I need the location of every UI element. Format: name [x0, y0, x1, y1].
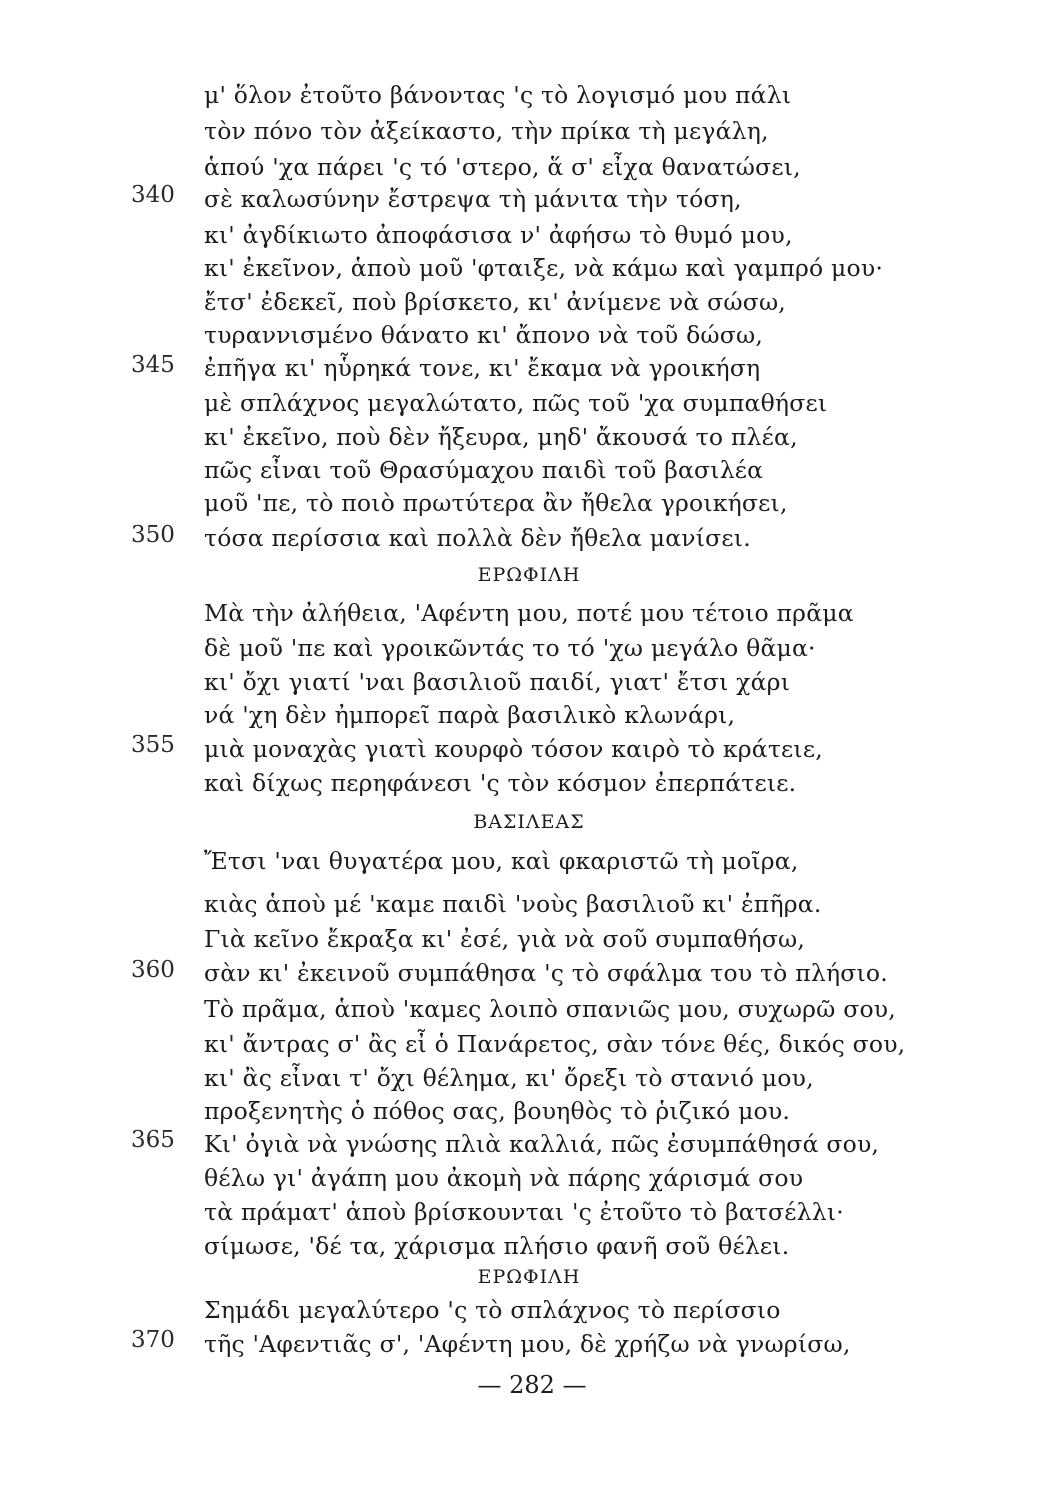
verse-line: κι' ὄχι γιατί 'ναι βασιλιοῦ παιδί, γιατ' ἔτσι χάρι: [204, 668, 791, 696]
verse-line: μιὰ μοναχὰς γιατὶ κουρφὸ τόσον καιρὸ τὸ κράτειε,: [204, 735, 823, 763]
line-number: 360: [131, 957, 175, 983]
verse-line: τὸν πόνο τὸν ἀξείκαστο, τὴν πρίκα τὴ μεγάλη,: [204, 117, 769, 145]
line-number: 345: [131, 352, 175, 378]
verse-line: δὲ μοῦ 'πε καὶ γροικῶντάς το τό 'χω μεγάλο θᾶμα·: [204, 634, 816, 662]
verse-line: θέλω γι' ἀγάπη μου ἀκομὴ νὰ πάρης χάρισμά σου: [204, 1164, 804, 1192]
verse-line: καὶ δίχως περηφάνεσι 'ς τὸν κόσμον ἐπερπάτειε.: [204, 769, 797, 797]
verse-line: Κι' ὀγιὰ νὰ γνώσης πλιὰ καλλιά, πῶς ἐσυμπάθησά σου,: [204, 1130, 880, 1158]
verse-line: ἔτσ' ἐδεκεῖ, ποὺ βρίσκετο, κι' ἀνίμενε νὰ σώσω,: [204, 288, 786, 316]
verse-line: ἁπού 'χα πάρει 'ς τό 'στερο, ἅ σ' εἶχα θανατώσει,: [204, 153, 801, 181]
verse-line: μ' ὅλον ἐτοῦτο βάνοντας 'ς τὸ λογισμό μου πάλι: [204, 81, 792, 109]
verse-line: τὰ πράματ' ἁποὺ βρίσκουνται 'ς ἐτοῦτο τὸ βατσέλλι·: [204, 1198, 844, 1226]
verse-line: τῆς 'Αφεντιᾶς σ', 'Αφέντη μου, δὲ χρήζω νὰ γνωρίσω,: [204, 1330, 851, 1358]
verse-line: ἐπῆγα κι' ηὗρηκά τονε, κι' ἔκαμα νὰ γροικήση: [204, 354, 761, 382]
verse-line: τυραννισμένο θάνατο κι' ἄπονο νὰ τοῦ δώσω,: [204, 321, 764, 349]
verse-line: Ἔτσι 'ναι θυγατέρα μου, καὶ φκαριστῶ τὴ μοῖρα,: [204, 847, 799, 875]
line-number: 340: [131, 182, 175, 208]
verse-line: νά 'χη δὲν ἠμπορεῖ παρὰ βασιλικὸ κλωνάρι,: [204, 701, 736, 729]
verse-line: κιὰς ἁποὺ μέ 'καμε παιδὶ 'νοὺς βασιλιοῦ κι' ἐπῆρα.: [204, 890, 822, 918]
verse-line: Τὸ πρᾶμα, ἁποὺ 'καμες λοιπὸ σπανιῶς μου, συχωρῶ σου,: [204, 995, 896, 1023]
verse-line: Μὰ τὴν ἀλήθεια, 'Αφέντη μου, ποτέ μου τέτοιο πρᾶμα: [204, 599, 854, 627]
verse-line: Σημάδι μεγαλύτερο 'ς τὸ σπλάχνος τὸ περίσσιο: [204, 1296, 781, 1324]
verse-line: τόσα περίσσια καὶ πολλὰ δὲν ἤθελα μανίσει.: [204, 524, 751, 552]
line-number: 365: [131, 1127, 175, 1153]
verse-line: κι' ἀγδίκιωτο ἀποφάσισα ν' ἀφήσω τὸ θυμό μου,: [204, 221, 793, 249]
page-number: — 282 —: [477, 1371, 587, 1399]
line-number: 370: [131, 1327, 175, 1353]
speaker-name: ΕΡΩΦΙΛΗ: [477, 1266, 581, 1288]
verse-line: κι' ἄντρας σ' ἂς εἶ ὁ Πανάρετος, σὰν τόνε θές, δικός σου,: [204, 1030, 906, 1058]
speaker-name: ΕΡΩΦΙΛΗ: [477, 564, 581, 586]
speaker-name: ΒΑΣΙΛΕΑΣ: [473, 811, 585, 833]
verse-line: κι' ἂς εἶναι τ' ὄχι θέλημα, κι' ὄρεξι τὸ στανιό μου,: [204, 1064, 814, 1092]
line-number: 355: [131, 732, 175, 758]
verse-line: πῶς εἶναι τοῦ Θρασύμαχου παιδὶ τοῦ βασιλέα: [204, 456, 764, 484]
verse-line: σίμωσε, 'δέ τα, χάρισμα πλήσιο φανῆ σοῦ θέλει.: [204, 1232, 790, 1260]
verse-line: Γιὰ κεῖνο ἔκραξα κι' ἐσέ, γιὰ νὰ σοῦ συμπαθήσω,: [204, 925, 806, 953]
verse-line: σὰν κι' ἐκεινοῦ συμπάθησα 'ς τὸ σφάλμα του τὸ πλήσιο.: [204, 959, 888, 987]
line-number: 350: [131, 522, 175, 548]
verse-line: κι' ἐκεῖνον, ἁποὺ μοῦ 'φταιξε, νὰ κάμω καὶ γαμπρό μου·: [204, 254, 884, 282]
verse-line: σὲ καλωσύνην ἔστρεψα τὴ μάνιτα τὴν τόση,: [204, 185, 742, 213]
verse-line: κι' ἐκεῖνο, ποὺ δὲν ἤξευρα, μηδ' ἄκουσά το πλέα,: [204, 423, 798, 451]
verse-line: προξενητὴς ὁ πόθος σας, βουηθὸς τὸ ῥιζικό μου.: [204, 1097, 791, 1125]
verse-line: μοῦ 'πε, τὸ ποιὸ πρωτύτερα ἂν ἤθελα γροικήσει,: [204, 489, 788, 517]
verse-line: μὲ σπλάχνος μεγαλώτατο, πῶς τοῦ 'χα συμπαθήσει: [204, 389, 828, 417]
